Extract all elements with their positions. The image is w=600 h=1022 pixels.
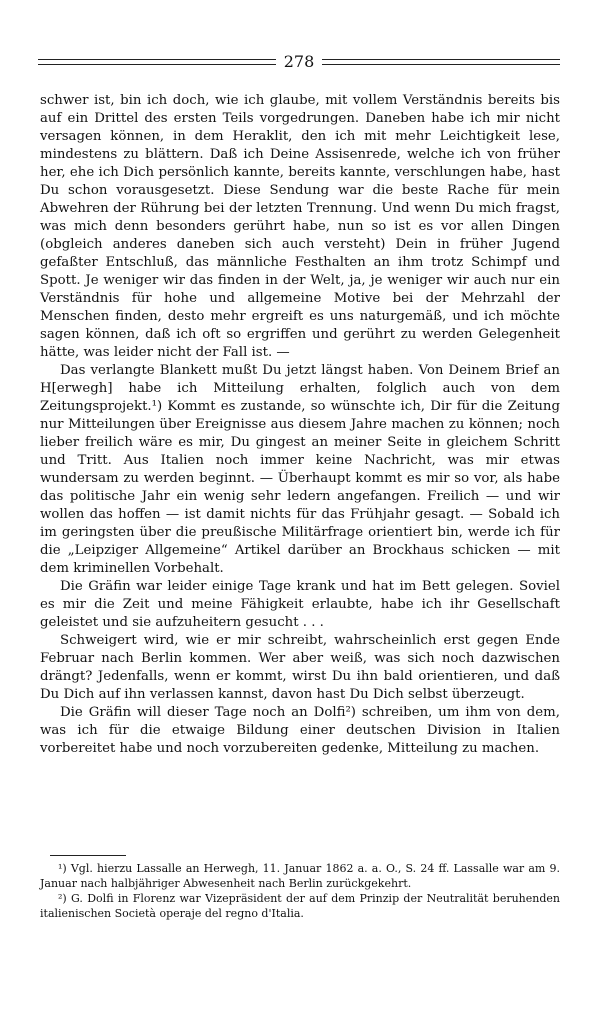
paragraph: Die Gräfin war leider einige Tage krank und hat im Bett gelegen. Soviel es mir die Zeit und meine Fähigkeit erlaubte, habe ich ihr Gesellschaft geleistet und sie aufzuheitern gesucht . . . <box>40 579 560 630</box>
paragraph: Das verlangte Blankett mußt Du jetzt längst haben. Von Deinem Brief an H[erwegh] habe ich Mitteilung erhalten, folglich auch von dem Zeitungsprojekt.¹) Kommt es zustande, so wünschte ich, Dir für die Zeitung nur Mitteilungen über Ereignisse aus diesem Jahre machen zu können; noch lieber freilich wäre es mir, Du gingest an meiner Seite in gleichem Schritt und Tritt. Aus Italien noch immer keine Nachricht, was mir etwas wundersam zu werden beginnt. — Überhaupt kommt es mir so vor, als habe das politische Jahr ein wenig sehr ledern angefangen. Freilich — und wir wollen das hoffen — ist damit nichts für das Frühjahr gesagt. — Sobald ich im geringsten über die preußische Militärfrage orientiert bin, werde ich für die „Leipziger Allgemeine“ Artikel darüber an Brockhaus schicken — mit dem kriminellen Vorbehalt. <box>40 363 560 576</box>
paragraph: schwer ist, bin ich doch, wie ich glaube, mit vollem Verständnis bereits bis auf ein Drittel des ersten Teils vorgedrungen. Daneben habe ich mir nicht versagen können, in dem Heraklit, den ich mit mehr Leichtigkeit lese, mindestens zu blättern. Daß ich Deine Assisenrede, welche ich von früher her, ehe ich Dich persönlich kannte, bereits kannte, verschlungen habe, hast Du schon vorausgesetzt. Diese Sendung war die beste Rache für mein Abwehren der Rührung bei der letzten Trennung. Und wenn Du mich fragst, was mich denn besonders gerührt habe, nun so ist es vor allen Dingen (obgleich anderes daneben sich auch versteht) Dein in früher Jugend gefaßter Entschluß, das männliche Festhalten an ihm trotz Schimpf und Spott. Je weniger wir das finden in der Welt, ja, je weniger wir auch nur ein Verständnis für hohe und allgemeine Motive bei der Mehrzahl der Menschen finden, desto mehr ergreift es uns naturgemäß, und ich möchte sagen können, daß ich oft so ergriffen und gerührt zu werden Gelegenheit hätte, was leider nicht der Fall ist. — <box>40 93 560 360</box>
paragraph: Schweigert wird, wie er mir schreibt, wahrscheinlich erst gegen Ende Februar nach Berlin kommen. Wer aber weiß, was sich noch dazwischen drängt? Jedenfalls, wenn er kommt, wirst Du ihn bald orientieren, und daß Du Dich auf ihn verlassen kannst, davon hast Du Dich selbst überzeugt. <box>40 633 560 702</box>
footnote: ²) G. Dolfi in Florenz war Vizepräsident der auf dem Prinzip der Neutralität beruhenden italienischen Società operaje del regno d'Italia. <box>40 892 560 920</box>
main-text <box>40 92 560 758</box>
page-header <box>38 52 560 72</box>
page-number: 278 <box>283 52 315 71</box>
header-rule-right <box>322 59 560 65</box>
footnote-divider <box>50 855 126 856</box>
footnotes <box>40 861 560 921</box>
footnote: ¹) Vgl. hierzu Lassalle an Herwegh, 11. Januar 1862 a. a. O., S. 24 ff. Lassalle war am 9. Januar nach halbjähriger Abwesenheit nach Berlin zurückgekehrt. <box>40 862 560 890</box>
header-rule-left <box>38 59 276 65</box>
paragraph: Die Gräfin will dieser Tage noch an Dolfi²) schreiben, um ihm von dem, was ich für die etwaige Bildung einer deutschen Division in Italien vorbereitet habe und noch vorzubereiten gedenke, Mitteilung zu machen. <box>40 705 560 756</box>
